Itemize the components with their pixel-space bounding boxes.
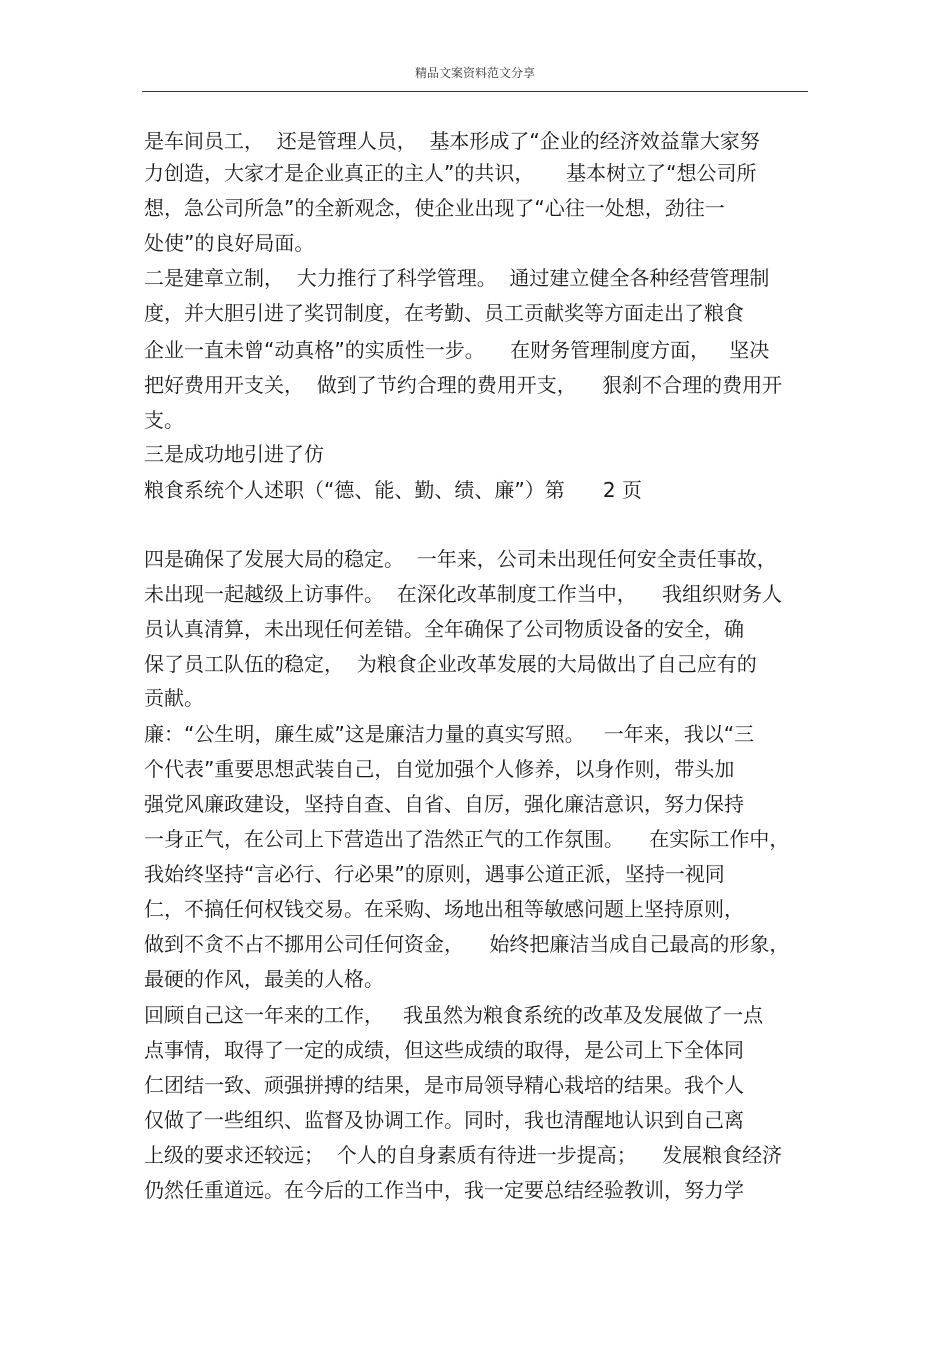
- body-line: 回顾自己这一年来的工作， 我虽然为粮食系统的改革及发展做了一点: [144, 1003, 764, 1027]
- page-footer-line: 粮食系统个人述职（“德、能、勤、绩、廉”）第 2 页: [144, 478, 642, 502]
- body-line: 想，急公司所急”的全新观念，使企业出现了“心往一处想，劲往一: [144, 196, 725, 220]
- body-line: 强党风廉政建设，坚持自查、自省、自厉，强化廉洁意识，努力保持: [144, 792, 744, 816]
- body-line: 处使”的良好局面。: [144, 231, 315, 255]
- body-line: 把好费用开支关， 做到了节约合理的费用开支， 狠刹不合理的费用开: [144, 373, 783, 397]
- body-line: 一身正气，在公司上下营造出了浩然正气的工作氛围。 在实际工作中，: [144, 827, 790, 851]
- body-line: 四是确保了发展大局的稳定。 一年来，公司未出现任何安全责任事故，: [144, 547, 777, 571]
- body-line: 贡献。: [144, 686, 204, 710]
- body-line: 上级的要求还较远； 个人的自身素质有待进一步提高； 发展粮食经济: [144, 1143, 783, 1167]
- body-line: 仅做了一些组织、监督及协调工作。同时，我也清醒地认识到自己离: [144, 1108, 744, 1132]
- body-line: 点事情，取得了一定的成绩，但这些成绩的取得，是公司上下全体同: [144, 1038, 744, 1062]
- body-line: 做到不贪不占不挪用公司任何资金， 始终把廉洁当成自己最高的形象，: [144, 932, 790, 956]
- body-line: 我始终坚持“言必行、行必果”的原则，遇事公道正派，坚持一视同: [144, 862, 725, 886]
- body-line: 力创造，大家才是企业真正的主人”的共识， 基本树立了“想公司所: [144, 161, 757, 185]
- body-line: 三是成功地引进了仿: [144, 442, 324, 466]
- body-line: 未出现一起越级上访事件。 在深化改革制度工作当中， 我组织财务人: [144, 582, 783, 606]
- body-line: 仁，不搞任何权钱交易。在采购、场地出租等敏感问题上坚持原则，: [144, 897, 744, 921]
- body-line: 二是建章立制， 大力推行了科学管理。 通过建立健全各种经营管理制: [144, 266, 770, 290]
- body-line: 保了员工队伍的稳定， 为粮食企业改革发展的大局做出了自己应有的: [144, 652, 757, 676]
- body-line: 度，并大胆引进了奖罚制度，在考勤、员工贡献奖等方面走出了粮食: [144, 301, 744, 325]
- body-line: 员认真清算，未出现任何差错。全年确保了公司物质设备的安全，确: [144, 617, 744, 641]
- body-line: 最硬的作风，最美的人格。: [144, 967, 384, 991]
- header-divider: [142, 91, 808, 92]
- body-line: 仍然任重道远。在今后的工作当中，我一定要总结经验教训，努力学: [144, 1178, 744, 1202]
- body-line: 企业一直未曾“动真格”的实质性一步。 在财务管理制度方面， 坚决: [144, 338, 770, 362]
- page-header: 精品文案资料范文分享: [414, 66, 535, 80]
- body-line: 廉：“公生明，廉生威”这是廉洁力量的真实写照。 一年来，我以“三: [144, 722, 755, 746]
- body-line: 仁团结一致、顽强拼搏的结果，是市局领导精心栽培的结果。我个人: [144, 1073, 744, 1097]
- body-line: 支。: [144, 408, 184, 432]
- body-line: 个代表”重要思想武装自己，自觉加强个人修养，以身作则，带头加: [144, 757, 735, 781]
- body-line: 是车间员工， 还是管理人员， 基本形成了“企业的经济效益靠大家努: [144, 129, 760, 153]
